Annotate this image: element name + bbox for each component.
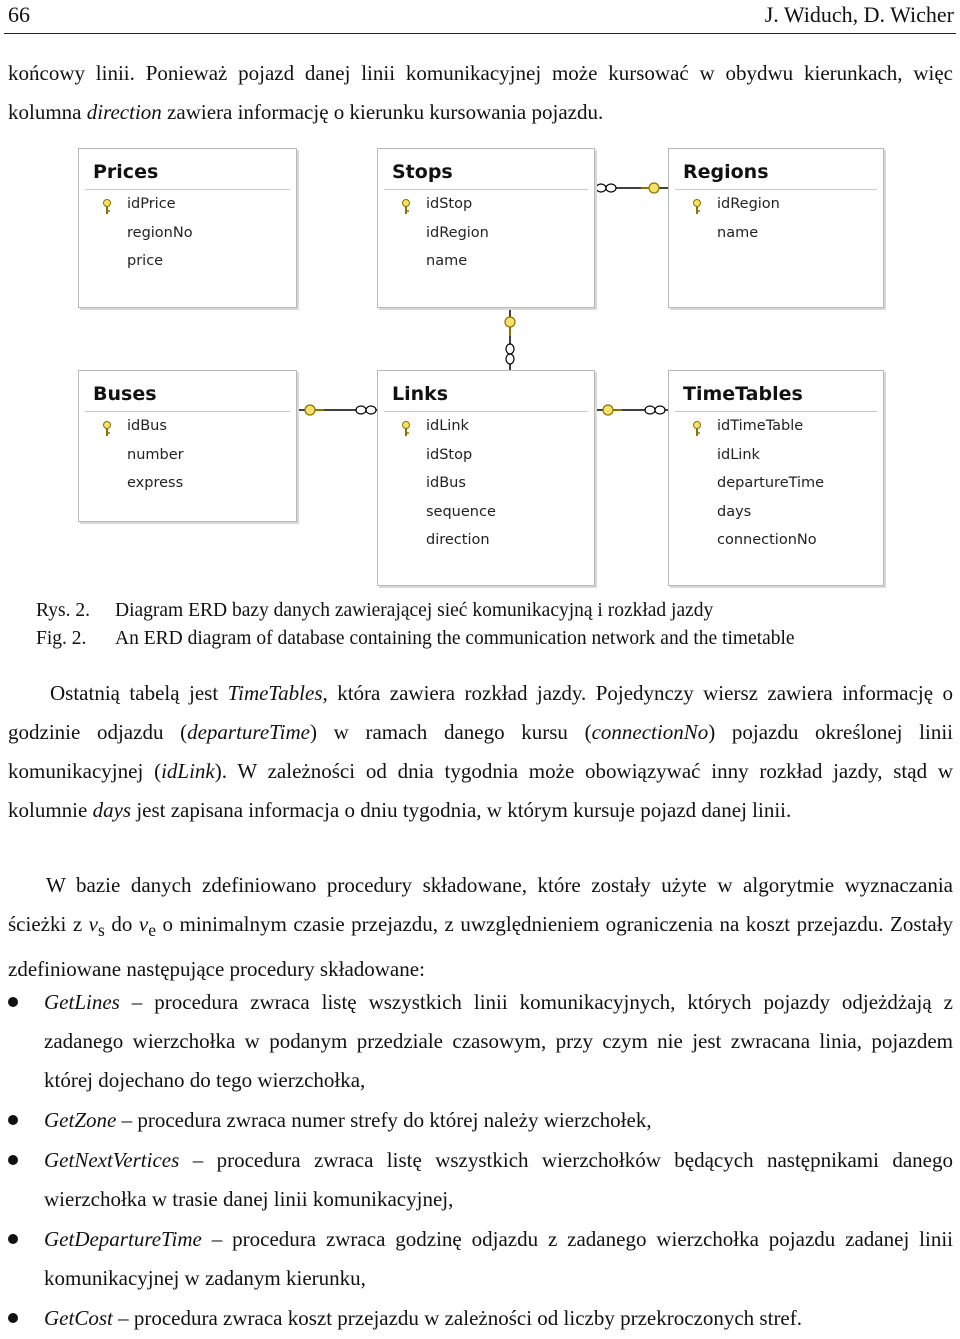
field-row: idStop (426, 446, 473, 463)
list-item: GetLines – procedura zwraca listę wszystkich linii komunikacyjnych, których pojazdy odjeżdżają z zadanego wierzchołka w podanym przedziale czasowym, przy czym nie jest zwracana linia, pojazdem której dojechano do tego wierzchołka, (0, 983, 953, 1100)
infinity-icon (356, 406, 376, 414)
key-icon (305, 405, 324, 415)
table-buses (78, 370, 297, 522)
field-row: regionNo (127, 224, 193, 241)
field-list (384, 411, 588, 555)
bullet-icon (8, 1313, 18, 1323)
page-number: 66 (8, 2, 30, 27)
procedure-list (0, 983, 953, 1339)
table-title: Prices (93, 161, 159, 183)
table-timetables (668, 370, 884, 586)
running-head-authors: J. Widuch, D. Wicher (764, 2, 954, 27)
field-row: days (717, 503, 752, 520)
table-title: TimeTables (683, 383, 803, 405)
field-row: idLink (717, 446, 760, 463)
figure-caption-pl: Rys. 2. Diagram ERD bazy danych zawierającej sieć komunikacyjną i rozkład jazdy (36, 600, 714, 621)
bullet-icon (8, 997, 18, 1007)
field-row: idBus (426, 475, 466, 491)
field-row: number (127, 446, 184, 463)
bullet-icon (8, 1234, 18, 1244)
field-row: idTimeTable (675, 412, 877, 441)
field-list (85, 411, 290, 498)
paragraph-intro: końcowy linii. Ponieważ pojazd danej linii komunikacyjnej może kursować w obydwu kierunkach, więc kolumna direction zawiera informację o kierunku kursowania pojazdu. (8, 61, 953, 124)
field-row: idLink (384, 412, 588, 441)
list-item: GetCost – procedura zwraca koszt przejazdu w zależności od liczby przekroczonych stref. (0, 1299, 953, 1338)
bullet-icon (8, 1115, 18, 1125)
infinity-icon (506, 344, 514, 364)
paragraph-timetables: Ostatnią tabelą jest TimeTables, która zawiera rozkład jazdy. Pojedynczy wiersz zawiera informację o godzinie odjazdu (departureTime) w ramach danego kursu (connectionNo) pojazdu określonej linii komunikacyjnej (idLink). W zależności od dnia tygodnia może obowiązywać inny rozkład jazdy, stąd w kolumnie days jest zapisana informacja o dniu tygodnia, w którym kursuje pojazd danej linii. (8, 681, 954, 822)
list-item: GetDepartureTime – procedura zwraca godzinę odjazdu z zadanego wierzchołka pojazdu zadanej linii komunikacyjnej w zadanym kierunku, (0, 1220, 953, 1298)
key-icon (641, 183, 659, 193)
field-row: idPrice (85, 190, 290, 219)
field-list (85, 189, 290, 276)
field-row: express (127, 475, 184, 491)
table-title: Stops (392, 161, 453, 183)
table-prices (78, 148, 297, 308)
infinity-icon (596, 184, 616, 192)
field-row: idRegion (675, 190, 877, 219)
page-header (8, 0, 954, 30)
figure-caption-en: Fig. 2. An ERD diagram of database containing the communication network and the timetable (36, 628, 795, 649)
field-list (384, 189, 588, 276)
field-row: sequence (426, 503, 496, 520)
table-title: Buses (93, 383, 157, 405)
field-row: connectionNo (717, 532, 817, 548)
field-row: name (426, 253, 468, 269)
infinity-icon (645, 406, 665, 414)
key-icon (505, 317, 515, 336)
field-row: name (717, 224, 759, 241)
bullet-icon (8, 1155, 18, 1165)
table-regions (668, 148, 884, 308)
header-rule (4, 33, 956, 34)
field-row: idStop (384, 190, 588, 219)
key-icon (603, 405, 622, 415)
field-list (675, 189, 877, 247)
field-row: price (127, 253, 164, 269)
list-item: GetZone – procedura zwraca numer strefy do której należy wierzchołek, (0, 1101, 953, 1140)
table-title: Links (392, 383, 449, 405)
field-row: idRegion (426, 224, 489, 241)
table-stops (377, 148, 595, 308)
erd-diagram (76, 146, 884, 588)
field-row: idBus (85, 412, 290, 441)
field-row: departureTime (717, 475, 825, 491)
table-links (377, 370, 595, 586)
field-row: direction (426, 532, 490, 548)
table-title: Regions (683, 161, 769, 183)
field-list (675, 411, 877, 555)
list-item: GetNextVertices – procedura zwraca listę wszystkich wierzchołków będących następnikami danego wierzchołka w trasie danej linii komunikacyjnej, (0, 1141, 953, 1219)
paragraph-procedures: W bazie danych zdefiniowano procedury składowane, które zostały użyte w algorytmie wyznaczania ścieżki z $v_s$ do $v_e$ o minimalnym czasie przejazdu, z uwzględnieniem ograniczenia na koszt przejazdu. Zostały zdefiniowane następujące procedury składowane: (8, 873, 954, 982)
